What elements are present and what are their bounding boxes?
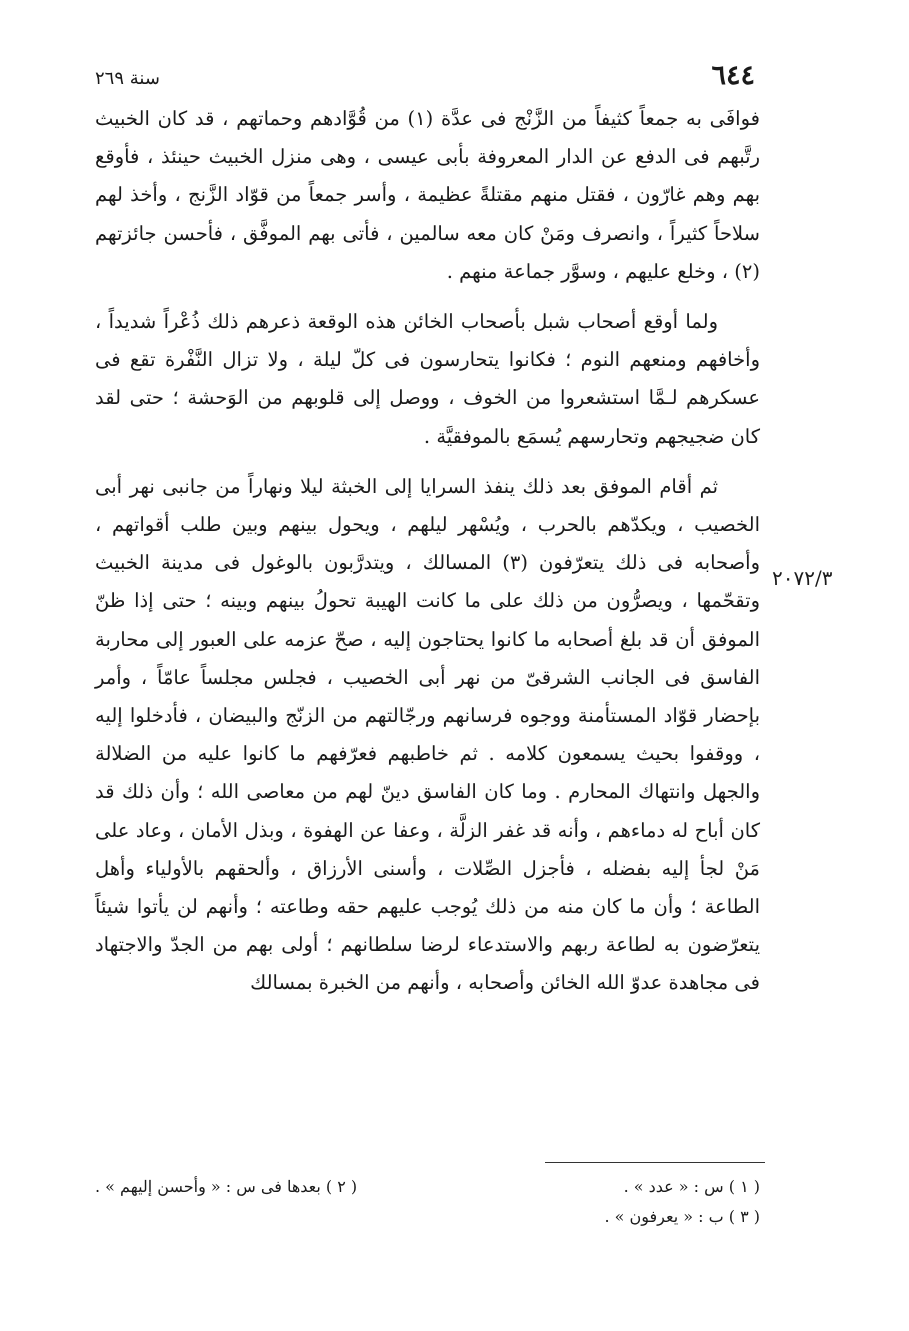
footnote-divider [545, 1162, 765, 1163]
paragraph: ولما أوقع أصحاب شبل بأصحاب الخائن هذه الوقعة ذعرهم ذلك ذُعْراً شديداً ، وأخافهم ومنعهم النوم ؛ فكانوا يتحارسون فى كلّ ليلة ، ولا تزال النَّفْرة تقع فى عسكرهم لـمَّا استشعروا من الخوف ، ووصل إلى قلوبهم من الوَحشة ؛ حتى لقد كان ضجيجهم وتحارسهم يُسمَع بالموفقيَّة . [95, 310, 760, 448]
page-header [95, 60, 755, 100]
footnote-1: ( ١ ) س : « عدد » . [623, 1177, 760, 1196]
footnote-2: ( ٢ ) بعدها فى س : « وأحسن إليهم » . [95, 1177, 358, 1196]
paragraph: ثم أقام الموفق بعد ذلك ينفذ السرايا إلى الخبثة ليلا ونهاراً من جانبى نهر أبى الخصيب ، ويكدّهم بالحرب ، ويُسْهر ليلهم ، ويحول بينهم وبين طلب أقواتهم ، وأصحابه فى ذلك يتعرّفون (٣) المسالك ، ويتدرَّبون بالوغول فى مدينة الخبيث وتقحّمها ، ويصرُّون من ذلك على ما كانت الهيبة تحولُ بينهم وبينه ؛ حتى إذا ظنّ الموفق أن قد بلغ أصحابه ما كانوا يحتاجون إليه ، صحّ عزمه على العبور إلى محاربة الفاسق فى الجانب الشرقىّ من نهر أبى الخصيب ، فجلس مجلساً عامّاً ، وأمر بإحضار قوّاد المستأمنة ووجوه فرسانهم ورجّالتهم من الزنّج والبيضان ، فأدخلوا إليه ، ووقفوا بحيث يسمعون كلامه . ثم خاطبهم فعرّفهم ما كانوا عليه من الضلالة والجهل وانتهاك المحارم . وما كان الفاسق دينّ لهم من معاصى الله ؛ وأن ذلك قد كان أباح له دماءهم ، وأنه قد غفر الزلَّة ، وعفا عن الهفوة ، وبذل الأمان ، وعاد على مَنْ لجأ إليه بفضله ، فأجزل الصِّلات ، وأسنى الأرزاق ، وألحقهم بالأولياء وأهل الطاعة ؛ وأن ما كان منه من ذلك يُوجب عليهم حقه وطاعته ؛ وأنهم لن يأتوا شيئاً يتعرّضون به لطاعة ربهم والاستدعاء لرضا سلطانهم ؛ أولى بهم من الجدّ والاجتهاد فى مجاهدة عدوّ الله الخائن وأصحابه ، وأنهم من الخبرة بمسالك [95, 474, 760, 995]
footnotes [95, 1172, 760, 1232]
main-text [95, 100, 760, 1003]
paragraph: فوافَى به جمعاً كثيفاً من الزَّنْج فى عدَّة (١) من قُوَّادهم وحماتهم ، قد كان الخبيث رتَّبهم فى الدفع عن الدار المعروفة بأبى عيسى ، وهى منزل الخبيث حينئذ ، فأوقع بهم وهم غارّون ، فقتل منهم مقتلةً عظيمة ، وأسر جمعاً من قوّاد الزَّنج ، وأخذ لهم سلاحاً كثيراً ، وانصرف ومَنْ كان معه سالمين ، فأتى بهم الموفَّق ، فأحسن جائزتهم (٢) ، وخلع عليهم ، وسوَّر جماعة منهم . [95, 107, 760, 283]
footnote-3: ( ٣ ) ب : « يعرفون » . [604, 1207, 760, 1226]
running-head-year: سنة ٢٦٩ [95, 68, 160, 89]
page-number: ٦٤٤ [711, 60, 755, 91]
marginal-reference: ٢٠٧٢/٣ [772, 566, 833, 590]
